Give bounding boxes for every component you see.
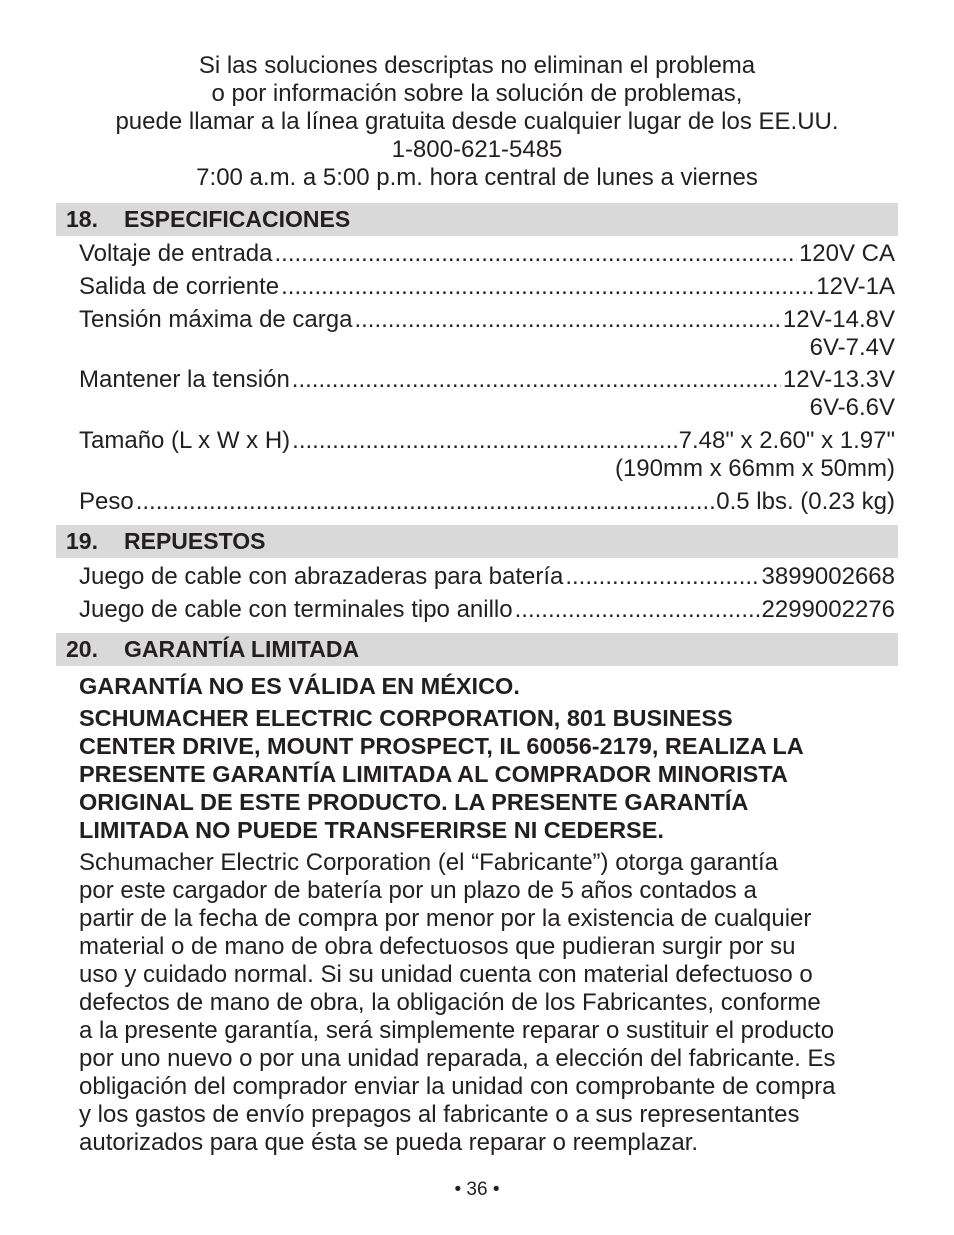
dot-leader	[136, 486, 715, 518]
spec-row-max-charge-voltage	[79, 304, 895, 336]
body-line: Schumacher Electric Corporation (el “Fabricante”) otorga garantía	[79, 849, 778, 876]
part-label: Juego de cable con abrazaderas para batería	[79, 563, 564, 590]
dot-leader	[515, 594, 760, 626]
body-line: obligación del comprador enviar la unidad con comprobante de compra	[79, 1073, 836, 1100]
spec-label: Mantener la tensión	[79, 366, 290, 393]
section-header-specs	[56, 203, 898, 236]
warranty-mexico-notice	[79, 672, 909, 700]
part-number: 3899002668	[761, 563, 895, 590]
spec-value: 12V-1A	[816, 273, 895, 300]
page-number: • 36 •	[454, 1179, 500, 1200]
statement-line: LIMITADA NO PUEDE TRANSFERIRSE NI CEDERSE.	[79, 817, 664, 843]
body-line: defectos de mano de obra, la obligación de los Fabricantes, conforme	[79, 989, 821, 1016]
body-line: material o de mano de obra defectuosos que pudieran surgir por su	[79, 933, 796, 960]
dot-leader	[565, 561, 759, 593]
section-header-warranty	[56, 633, 898, 666]
body-line: a la presente garantía, será simplemente reparar o sustituir el producto	[79, 1017, 835, 1044]
spec-value: 12V-14.8V	[782, 306, 895, 333]
dot-leader	[292, 425, 676, 457]
intro-line: Si las soluciones descriptas no eliminan el problema	[198, 52, 756, 79]
part-row-ring-terminal-cable	[79, 594, 895, 626]
body-line: autorizados para que ésta se pueda reparar o reemplazar.	[79, 1129, 699, 1156]
dot-leader	[354, 304, 780, 336]
section-number: 20.	[66, 636, 98, 662]
body-line: uso y cuidado normal. Si su unidad cuenta con material defectuoso o	[79, 961, 813, 988]
part-row-clamp-cable	[79, 561, 895, 593]
support-intro	[0, 52, 954, 192]
spec-value: 0.5 lbs. (0.23 kg)	[716, 488, 895, 515]
intro-line: puede llamar a la línea gratuita desde cualquier lugar de los EE.UU.	[115, 108, 839, 135]
notice-text: GARANTÍA NO ES VÁLIDA EN MÉXICO.	[79, 673, 520, 699]
intro-line: o por información sobre la solución de problemas,	[211, 80, 743, 107]
statement-line: CENTER DRIVE, MOUNT PROSPECT, IL 60056-2179, REALIZA LA	[79, 733, 804, 759]
spec-row-output-current	[79, 271, 895, 303]
spec-row-size	[79, 425, 895, 457]
section-number: 19.	[66, 528, 98, 554]
spec-value-continued: (190mm x 66mm x 50mm)	[614, 455, 895, 482]
spec-value: 7.48" x 2.60" x 1.97"	[678, 427, 895, 454]
section-title: GARANTÍA LIMITADA	[124, 636, 360, 662]
spec-label: Tamaño (L x W x H)	[79, 427, 291, 454]
body-line: por este cargador de batería por un plazo de 5 años contados a	[79, 877, 757, 904]
spec-value: 120V CA	[798, 240, 895, 267]
spec-label: Tensión máxima de carga	[79, 306, 353, 333]
body-line: partir de la fecha de compra por menor por la existencia de cualquier	[79, 905, 812, 932]
section-header-parts	[56, 525, 898, 558]
support-phone-number: 1-800-621-5485	[391, 136, 563, 163]
body-line: por uno nuevo o por una unidad reparada, a elección del fabricante. Es	[79, 1045, 836, 1072]
warranty-body-paragraph	[79, 849, 909, 1157]
dot-leader	[292, 364, 781, 396]
part-label: Juego de cable con terminales tipo anillo	[79, 596, 513, 623]
section-number: 18.	[66, 206, 98, 232]
spec-value-continued: 6V-7.4V	[809, 334, 895, 361]
part-number: 2299002276	[761, 596, 895, 623]
statement-line: ORIGINAL DE ESTE PRODUCTO. LA PRESENTE GARANTÍA	[79, 789, 749, 815]
dot-leader	[281, 271, 814, 303]
section-title: REPUESTOS	[124, 528, 266, 554]
spec-row-input-voltage	[79, 238, 895, 270]
spec-value-continued: 6V-6.6V	[809, 394, 895, 421]
spec-label: Voltaje de entrada	[79, 240, 273, 267]
dot-leader	[275, 238, 797, 270]
statement-line: PRESENTE GARANTÍA LIMITADA AL COMPRADOR MINORISTA	[79, 761, 788, 787]
spec-label: Peso	[79, 488, 134, 515]
warranty-bold-statement	[79, 704, 909, 844]
spec-row-weight	[79, 486, 895, 518]
body-line: y los gastos de envío prepagos al fabricante o a sus representantes	[79, 1101, 800, 1128]
support-hours: 7:00 a.m. a 5:00 p.m. hora central de lunes a viernes	[196, 164, 758, 191]
spec-label: Salida de corriente	[79, 273, 280, 300]
spec-row-maintain-voltage	[79, 364, 895, 396]
spec-value: 12V-13.3V	[782, 366, 895, 393]
statement-line: SCHUMACHER ELECTRIC CORPORATION, 801 BUSINESS	[79, 705, 733, 731]
section-title: ESPECIFICACIONES	[124, 206, 351, 232]
